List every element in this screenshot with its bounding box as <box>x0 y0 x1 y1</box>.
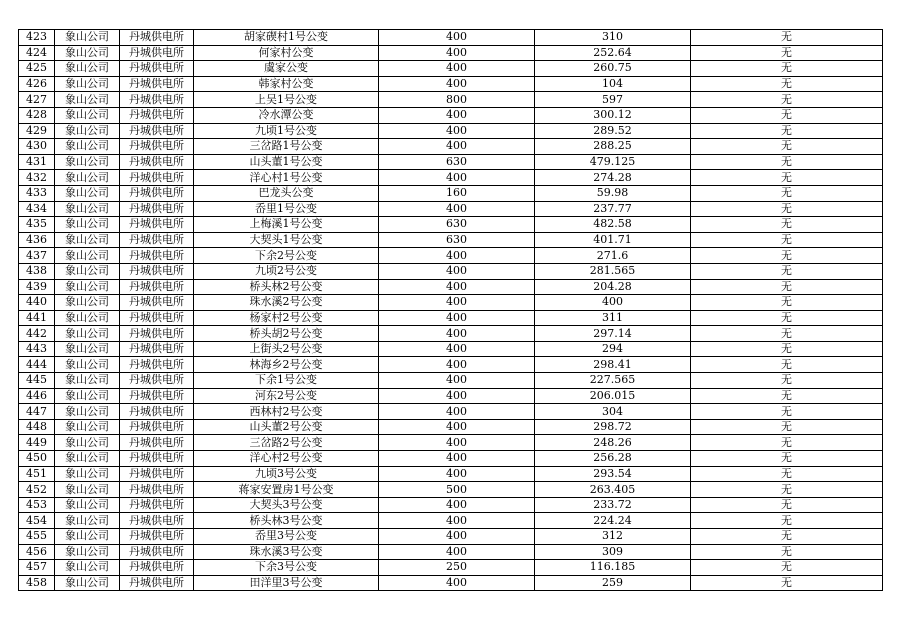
transformer-name-cell: 大契头3号公变 <box>194 497 379 513</box>
company-cell: 象山公司 <box>55 139 120 155</box>
capacity-cell: 400 <box>379 326 535 342</box>
remark-cell: 无 <box>691 435 883 451</box>
station-cell: 丹城供电所 <box>120 123 194 139</box>
transformer-name-cell: 桥头胡2号公变 <box>194 326 379 342</box>
row-number-cell: 446 <box>19 388 55 404</box>
capacity-cell: 250 <box>379 560 535 576</box>
station-cell: 丹城供电所 <box>120 30 194 46</box>
capacity-cell: 400 <box>379 61 535 77</box>
row-number-cell: 441 <box>19 310 55 326</box>
load-cell: 227.565 <box>535 373 691 389</box>
transformer-name-cell: 田洋里3号公变 <box>194 575 379 591</box>
station-cell: 丹城供电所 <box>120 248 194 264</box>
transformer-name-cell: 山头董2号公变 <box>194 419 379 435</box>
station-cell: 丹城供电所 <box>120 529 194 545</box>
company-cell: 象山公司 <box>55 388 120 404</box>
capacity-cell: 400 <box>379 107 535 123</box>
remark-cell: 无 <box>691 217 883 233</box>
load-cell: 233.72 <box>535 497 691 513</box>
capacity-cell: 400 <box>379 513 535 529</box>
remark-cell: 无 <box>691 263 883 279</box>
capacity-cell: 400 <box>379 404 535 420</box>
load-cell: 479.125 <box>535 154 691 170</box>
company-cell: 象山公司 <box>55 248 120 264</box>
station-cell: 丹城供电所 <box>120 107 194 123</box>
station-cell: 丹城供电所 <box>120 435 194 451</box>
transformer-name-cell: 九顷2号公变 <box>194 263 379 279</box>
station-cell: 丹城供电所 <box>120 466 194 482</box>
remark-cell: 无 <box>691 154 883 170</box>
company-cell: 象山公司 <box>55 326 120 342</box>
table-row <box>19 466 883 482</box>
station-cell: 丹城供电所 <box>120 575 194 591</box>
company-cell: 象山公司 <box>55 279 120 295</box>
transformer-name-cell: 洋心村2号公变 <box>194 451 379 467</box>
load-cell: 400 <box>535 295 691 311</box>
table-row <box>19 310 883 326</box>
remark-cell: 无 <box>691 529 883 545</box>
table-row <box>19 357 883 373</box>
table-row <box>19 544 883 560</box>
capacity-cell: 400 <box>379 170 535 186</box>
company-cell: 象山公司 <box>55 92 120 108</box>
transformer-name-cell: 冷水潭公变 <box>194 107 379 123</box>
transformer-name-cell: 三岔路1号公变 <box>194 139 379 155</box>
capacity-cell: 400 <box>379 76 535 92</box>
station-cell: 丹城供电所 <box>120 310 194 326</box>
row-number-cell: 440 <box>19 295 55 311</box>
table-row <box>19 76 883 92</box>
load-cell: 298.72 <box>535 419 691 435</box>
row-number-cell: 458 <box>19 575 55 591</box>
transformer-name-cell: 何家村公变 <box>194 45 379 61</box>
transformer-name-cell: 下余3号公变 <box>194 560 379 576</box>
row-number-cell: 424 <box>19 45 55 61</box>
remark-cell: 无 <box>691 45 883 61</box>
remark-cell: 无 <box>691 295 883 311</box>
capacity-cell: 400 <box>379 139 535 155</box>
company-cell: 象山公司 <box>55 232 120 248</box>
capacity-cell: 800 <box>379 92 535 108</box>
station-cell: 丹城供电所 <box>120 341 194 357</box>
capacity-cell: 500 <box>379 482 535 498</box>
capacity-cell: 160 <box>379 185 535 201</box>
load-cell: 289.52 <box>535 123 691 139</box>
row-number-cell: 439 <box>19 279 55 295</box>
load-cell: 597 <box>535 92 691 108</box>
company-cell: 象山公司 <box>55 201 120 217</box>
transformer-name-cell: 下余2号公变 <box>194 248 379 264</box>
load-cell: 311 <box>535 310 691 326</box>
remark-cell: 无 <box>691 185 883 201</box>
company-cell: 象山公司 <box>55 404 120 420</box>
table-row <box>19 451 883 467</box>
company-cell: 象山公司 <box>55 45 120 61</box>
load-cell: 297.14 <box>535 326 691 342</box>
station-cell: 丹城供电所 <box>120 357 194 373</box>
row-number-cell: 457 <box>19 560 55 576</box>
capacity-cell: 400 <box>379 373 535 389</box>
table-row <box>19 295 883 311</box>
load-cell: 293.54 <box>535 466 691 482</box>
remark-cell: 无 <box>691 497 883 513</box>
remark-cell: 无 <box>691 139 883 155</box>
table-row <box>19 248 883 264</box>
row-number-cell: 425 <box>19 61 55 77</box>
capacity-cell: 400 <box>379 310 535 326</box>
capacity-cell: 630 <box>379 232 535 248</box>
table-row <box>19 404 883 420</box>
company-cell: 象山公司 <box>55 451 120 467</box>
company-cell: 象山公司 <box>55 341 120 357</box>
station-cell: 丹城供电所 <box>120 326 194 342</box>
row-number-cell: 428 <box>19 107 55 123</box>
capacity-cell: 400 <box>379 466 535 482</box>
remark-cell: 无 <box>691 92 883 108</box>
transformer-name-cell: 桥头林2号公变 <box>194 279 379 295</box>
remark-cell: 无 <box>691 404 883 420</box>
data-table <box>18 29 883 591</box>
remark-cell: 无 <box>691 513 883 529</box>
load-cell: 252.64 <box>535 45 691 61</box>
load-cell: 259 <box>535 575 691 591</box>
table-row <box>19 529 883 545</box>
row-number-cell: 456 <box>19 544 55 560</box>
row-number-cell: 433 <box>19 185 55 201</box>
capacity-cell: 400 <box>379 497 535 513</box>
capacity-cell: 400 <box>379 529 535 545</box>
row-number-cell: 435 <box>19 217 55 233</box>
station-cell: 丹城供电所 <box>120 373 194 389</box>
remark-cell: 无 <box>691 310 883 326</box>
transformer-name-cell: 珠水溪3号公变 <box>194 544 379 560</box>
capacity-cell: 400 <box>379 435 535 451</box>
table-row <box>19 482 883 498</box>
capacity-cell: 400 <box>379 295 535 311</box>
company-cell: 象山公司 <box>55 373 120 389</box>
row-number-cell: 427 <box>19 92 55 108</box>
company-cell: 象山公司 <box>55 154 120 170</box>
table-row <box>19 419 883 435</box>
station-cell: 丹城供电所 <box>120 76 194 92</box>
load-cell: 281.565 <box>535 263 691 279</box>
company-cell: 象山公司 <box>55 263 120 279</box>
table-row <box>19 185 883 201</box>
capacity-cell: 400 <box>379 279 535 295</box>
load-cell: 288.25 <box>535 139 691 155</box>
row-number-cell: 447 <box>19 404 55 420</box>
company-cell: 象山公司 <box>55 107 120 123</box>
table-row <box>19 560 883 576</box>
remark-cell: 无 <box>691 575 883 591</box>
station-cell: 丹城供电所 <box>120 139 194 155</box>
transformer-name-cell: 桥头林3号公变 <box>194 513 379 529</box>
row-number-cell: 436 <box>19 232 55 248</box>
transformer-name-cell: 林海乡2号公变 <box>194 357 379 373</box>
company-cell: 象山公司 <box>55 30 120 46</box>
table-row <box>19 92 883 108</box>
table-row <box>19 30 883 46</box>
load-cell: 263.405 <box>535 482 691 498</box>
table-row <box>19 107 883 123</box>
table-row <box>19 201 883 217</box>
remark-cell: 无 <box>691 373 883 389</box>
station-cell: 丹城供电所 <box>120 154 194 170</box>
load-cell: 274.28 <box>535 170 691 186</box>
transformer-name-cell: 上吴1号公变 <box>194 92 379 108</box>
table-body <box>19 30 883 591</box>
load-cell: 271.6 <box>535 248 691 264</box>
table-row <box>19 388 883 404</box>
load-cell: 309 <box>535 544 691 560</box>
company-cell: 象山公司 <box>55 419 120 435</box>
company-cell: 象山公司 <box>55 482 120 498</box>
row-number-cell: 423 <box>19 30 55 46</box>
station-cell: 丹城供电所 <box>120 92 194 108</box>
remark-cell: 无 <box>691 451 883 467</box>
table-row <box>19 373 883 389</box>
load-cell: 248.26 <box>535 435 691 451</box>
load-cell: 237.77 <box>535 201 691 217</box>
table-row <box>19 45 883 61</box>
remark-cell: 无 <box>691 544 883 560</box>
row-number-cell: 450 <box>19 451 55 467</box>
capacity-cell: 400 <box>379 263 535 279</box>
load-cell: 59.98 <box>535 185 691 201</box>
capacity-cell: 400 <box>379 201 535 217</box>
load-cell: 116.185 <box>535 560 691 576</box>
transformer-name-cell: 虞家公变 <box>194 61 379 77</box>
company-cell: 象山公司 <box>55 466 120 482</box>
load-cell: 300.12 <box>535 107 691 123</box>
remark-cell: 无 <box>691 232 883 248</box>
company-cell: 象山公司 <box>55 544 120 560</box>
station-cell: 丹城供电所 <box>120 388 194 404</box>
remark-cell: 无 <box>691 61 883 77</box>
table-row <box>19 435 883 451</box>
remark-cell: 无 <box>691 170 883 186</box>
remark-cell: 无 <box>691 30 883 46</box>
transformer-name-cell: 九顷3号公变 <box>194 466 379 482</box>
row-number-cell: 430 <box>19 139 55 155</box>
transformer-name-cell: 大契头1号公变 <box>194 232 379 248</box>
load-cell: 294 <box>535 341 691 357</box>
company-cell: 象山公司 <box>55 560 120 576</box>
capacity-cell: 400 <box>379 419 535 435</box>
table-row <box>19 326 883 342</box>
row-number-cell: 429 <box>19 123 55 139</box>
station-cell: 丹城供电所 <box>120 451 194 467</box>
company-cell: 象山公司 <box>55 357 120 373</box>
capacity-cell: 630 <box>379 217 535 233</box>
row-number-cell: 453 <box>19 497 55 513</box>
capacity-cell: 400 <box>379 451 535 467</box>
transformer-name-cell: 岙里3号公变 <box>194 529 379 545</box>
company-cell: 象山公司 <box>55 76 120 92</box>
remark-cell: 无 <box>691 123 883 139</box>
station-cell: 丹城供电所 <box>120 61 194 77</box>
row-number-cell: 438 <box>19 263 55 279</box>
row-number-cell: 426 <box>19 76 55 92</box>
station-cell: 丹城供电所 <box>120 217 194 233</box>
table-row <box>19 279 883 295</box>
table-row <box>19 123 883 139</box>
table-row <box>19 497 883 513</box>
transformer-name-cell: 三岔路2号公变 <box>194 435 379 451</box>
remark-cell: 无 <box>691 341 883 357</box>
table-row <box>19 170 883 186</box>
company-cell: 象山公司 <box>55 529 120 545</box>
row-number-cell: 434 <box>19 201 55 217</box>
transformer-name-cell: 胡家碶村1号公变 <box>194 30 379 46</box>
transformer-name-cell: 蒋家安置房1号公变 <box>194 482 379 498</box>
company-cell: 象山公司 <box>55 295 120 311</box>
capacity-cell: 400 <box>379 341 535 357</box>
company-cell: 象山公司 <box>55 123 120 139</box>
station-cell: 丹城供电所 <box>120 482 194 498</box>
load-cell: 224.24 <box>535 513 691 529</box>
load-cell: 482.58 <box>535 217 691 233</box>
remark-cell: 无 <box>691 560 883 576</box>
station-cell: 丹城供电所 <box>120 201 194 217</box>
remark-cell: 无 <box>691 76 883 92</box>
transformer-name-cell: 山头董1号公变 <box>194 154 379 170</box>
table-row <box>19 575 883 591</box>
transformer-name-cell: 九顷1号公变 <box>194 123 379 139</box>
station-cell: 丹城供电所 <box>120 185 194 201</box>
load-cell: 298.41 <box>535 357 691 373</box>
row-number-cell: 455 <box>19 529 55 545</box>
company-cell: 象山公司 <box>55 497 120 513</box>
station-cell: 丹城供电所 <box>120 419 194 435</box>
table-row <box>19 263 883 279</box>
remark-cell: 无 <box>691 357 883 373</box>
company-cell: 象山公司 <box>55 435 120 451</box>
load-cell: 256.28 <box>535 451 691 467</box>
transformer-name-cell: 洋心村1号公变 <box>194 170 379 186</box>
transformer-name-cell: 韩家村公变 <box>194 76 379 92</box>
capacity-cell: 400 <box>379 388 535 404</box>
transformer-name-cell: 巴龙头公变 <box>194 185 379 201</box>
station-cell: 丹城供电所 <box>120 232 194 248</box>
company-cell: 象山公司 <box>55 513 120 529</box>
capacity-cell: 400 <box>379 123 535 139</box>
station-cell: 丹城供电所 <box>120 560 194 576</box>
table-row <box>19 513 883 529</box>
load-cell: 310 <box>535 30 691 46</box>
load-cell: 304 <box>535 404 691 420</box>
table-row <box>19 217 883 233</box>
remark-cell: 无 <box>691 107 883 123</box>
capacity-cell: 400 <box>379 575 535 591</box>
table-row <box>19 341 883 357</box>
row-number-cell: 445 <box>19 373 55 389</box>
remark-cell: 无 <box>691 482 883 498</box>
load-cell: 104 <box>535 76 691 92</box>
row-number-cell: 449 <box>19 435 55 451</box>
row-number-cell: 443 <box>19 341 55 357</box>
company-cell: 象山公司 <box>55 217 120 233</box>
remark-cell: 无 <box>691 201 883 217</box>
table-row <box>19 154 883 170</box>
station-cell: 丹城供电所 <box>120 295 194 311</box>
capacity-cell: 400 <box>379 357 535 373</box>
load-cell: 312 <box>535 529 691 545</box>
company-cell: 象山公司 <box>55 575 120 591</box>
remark-cell: 无 <box>691 419 883 435</box>
station-cell: 丹城供电所 <box>120 170 194 186</box>
company-cell: 象山公司 <box>55 170 120 186</box>
row-number-cell: 452 <box>19 482 55 498</box>
station-cell: 丹城供电所 <box>120 45 194 61</box>
table-row <box>19 139 883 155</box>
row-number-cell: 444 <box>19 357 55 373</box>
remark-cell: 无 <box>691 248 883 264</box>
station-cell: 丹城供电所 <box>120 513 194 529</box>
station-cell: 丹城供电所 <box>120 544 194 560</box>
station-cell: 丹城供电所 <box>120 263 194 279</box>
capacity-cell: 400 <box>379 45 535 61</box>
company-cell: 象山公司 <box>55 61 120 77</box>
remark-cell: 无 <box>691 326 883 342</box>
row-number-cell: 437 <box>19 248 55 264</box>
row-number-cell: 451 <box>19 466 55 482</box>
load-cell: 401.71 <box>535 232 691 248</box>
company-cell: 象山公司 <box>55 185 120 201</box>
transformer-name-cell: 下余1号公变 <box>194 373 379 389</box>
row-number-cell: 432 <box>19 170 55 186</box>
row-number-cell: 431 <box>19 154 55 170</box>
row-number-cell: 442 <box>19 326 55 342</box>
transformer-name-cell: 珠水溪2号公变 <box>194 295 379 311</box>
remark-cell: 无 <box>691 279 883 295</box>
station-cell: 丹城供电所 <box>120 279 194 295</box>
capacity-cell: 400 <box>379 544 535 560</box>
capacity-cell: 400 <box>379 248 535 264</box>
transformer-name-cell: 杨家村2号公变 <box>194 310 379 326</box>
load-cell: 206.015 <box>535 388 691 404</box>
transformer-name-cell: 上梅溪1号公变 <box>194 217 379 233</box>
transformer-name-cell: 西林村2号公变 <box>194 404 379 420</box>
remark-cell: 无 <box>691 466 883 482</box>
load-cell: 260.75 <box>535 61 691 77</box>
station-cell: 丹城供电所 <box>120 497 194 513</box>
transformer-name-cell: 河东2号公变 <box>194 388 379 404</box>
row-number-cell: 448 <box>19 419 55 435</box>
remark-cell: 无 <box>691 388 883 404</box>
row-number-cell: 454 <box>19 513 55 529</box>
transformer-name-cell: 上街头2号公变 <box>194 341 379 357</box>
transformer-name-cell: 岙里1号公变 <box>194 201 379 217</box>
company-cell: 象山公司 <box>55 310 120 326</box>
load-cell: 204.28 <box>535 279 691 295</box>
capacity-cell: 630 <box>379 154 535 170</box>
capacity-cell: 400 <box>379 30 535 46</box>
table-row <box>19 61 883 77</box>
table-row <box>19 232 883 248</box>
station-cell: 丹城供电所 <box>120 404 194 420</box>
